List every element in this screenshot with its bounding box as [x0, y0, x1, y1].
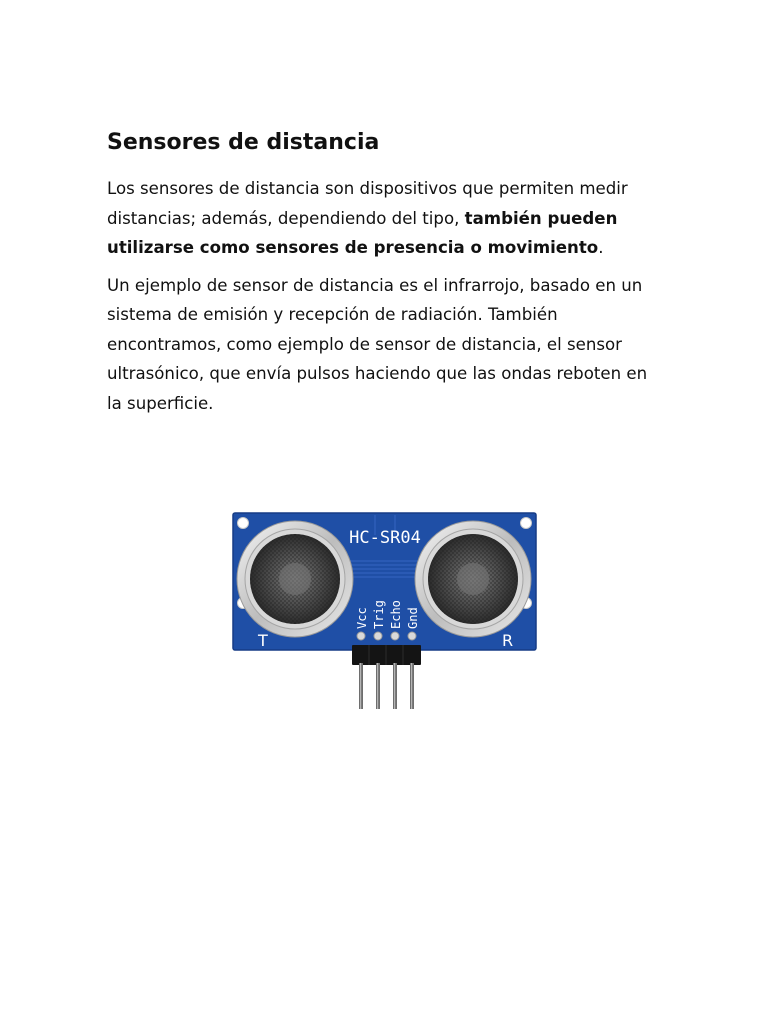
- pin-label-vcc: Vcc: [355, 607, 369, 629]
- page-title: Sensores de distancia: [107, 130, 380, 155]
- sensor-image: [225, 505, 545, 715]
- mounting-hole: [521, 518, 532, 529]
- pin-label-trig: Trig: [372, 600, 386, 629]
- mounting-hole: [238, 518, 249, 529]
- paragraph-intro-text: Los sensores de distancia son dispositivos que permiten medir distancias; además, dependiendo del tipo,: [107, 179, 628, 228]
- receiver-marker: R: [502, 631, 514, 650]
- hc-sr04-illustration: [225, 505, 545, 715]
- paragraph-intro: [107, 174, 667, 263]
- board-label: HC-SR04: [349, 528, 421, 548]
- receiver-transducer: [415, 521, 531, 637]
- pin-label-echo: Echo: [389, 600, 403, 629]
- paragraph-intro-bold: también pueden utilizarse como sensores de presencia o movimiento: [107, 208, 618, 257]
- transmitter-marker: T: [258, 631, 268, 650]
- paragraph-example: Un ejemplo de sensor de distancia es el infrarrojo, basado en un sistema de emisión y recepción de radiación. También encontramos, como ejemplo de sensor de distancia, el sensor ultrasónico, que envía pulsos haciendo que las ondas reboten en la superficie.: [107, 275, 648, 413]
- document-body: [107, 126, 667, 426]
- pin-label-gnd: Gnd: [406, 607, 420, 629]
- transmitter-transducer: [237, 521, 353, 637]
- paragraph-intro-end: .: [598, 238, 604, 257]
